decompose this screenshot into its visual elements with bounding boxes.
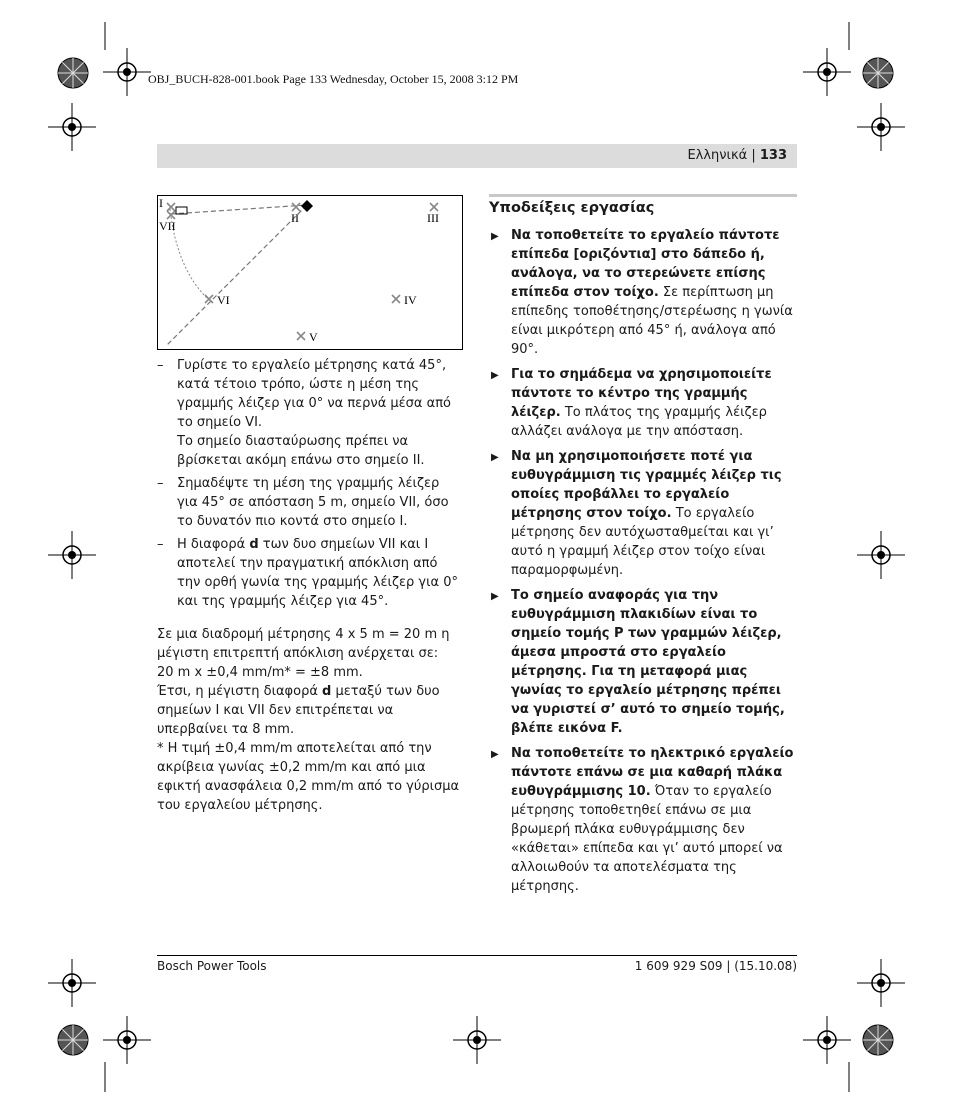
list-item-subtext: Το σημείο διασταύρωσης πρέπει να βρίσκεται ακόμη επάνω στο σημείο II. [177, 434, 425, 468]
right-column [489, 226, 797, 902]
bullet-item: ▶ Το σημείο αναφοράς για την ευθυγράμμιση πλακιδίων είναι το σημείο τομής P των γραμμών λέιζερ, άμεσα μπροστά στο εργαλείο μέτρησης. Για τη μεταφορά μιας γωνίας το εργαλείο μέτρησης πρέπει να γυριστεί σ’ αυτό το σημείο τομής, βλέπε εικόνα F. [491, 588, 785, 736]
paragraph: 20 m x ±0,4 mm/m* = ±8 mm. [157, 665, 363, 680]
label-V: V [309, 330, 318, 344]
paragraph: Έτσι, η μέγιστη διαφορά d μεταξύ των δυο σημείων I και VII δεν επιτρέπεται να υπερβαίνει τα 8 mm. [157, 684, 440, 737]
list-item-text: Η διαφορά d των δυο σημείων VII και I αποτελεί την πραγματική απόκλιση από την ορθή γωνία της γραμμής λέιζερ για 0° και της γραμμής λέιζερ για 45°. [177, 537, 458, 609]
bullet-item: ▶ Για το σημάδεμα να χρησιμοποιείτε πάντοτε το κέντρο της γραμμής λέιζερ. Το πλάτος της γραμμής λέιζερ αλλάζει ανάλογα με την απόσταση. [491, 367, 772, 439]
label-II: II [291, 211, 299, 225]
bullet-item: ▶ Να τοποθετείτε το ηλεκτρικό εργαλείο πάντοτε επάνω σε μια καθαρή πλάκα ευθυγράμμισης 10. Όταν το εργαλείο μέτρησης τοποθετηθεί επάνω σε μια βρωμερή πλάκα ευθυγράμμισης δεν «κάθεται» επίπεδα και γι’ αυτό μπορεί να αλλοιωθούν τα αποτελέσματα της μέτρησης. [491, 746, 794, 894]
section-title: Υποδείξεις εργασίας [489, 200, 655, 216]
section-rule [489, 194, 797, 197]
header-language: Ελληνικά [687, 148, 748, 163]
laser-check-figure [157, 195, 463, 350]
paragraph: Σε μια διαδρομή μέτρησης 4 x 5 m = 20 m η μέγιστη επιτρεπτή απόκλιση ανέρχεται σε: [157, 627, 450, 661]
list-item-text: Γυρίστε το εργαλείο μέτρησης κατά 45°, κατά τέτοιο τρόπο, ώστε η μέση της γραμμής λέιζερ για 0° να περνά μέσα από το σημείο VI. [177, 358, 451, 430]
list-item: – Η διαφορά d των δυο σημείων VII και I αποτελεί την πραγματική απόκλιση από την ορθή γωνία της γραμμής λέιζερ για 0° και της γραμμής λέιζερ για 45°. [157, 535, 463, 611]
list-item: – Γυρίστε το εργαλείο μέτρησης κατά 45°, κατά τέτοιο τρόπο, ώστε η μέση της γραμμής λέιζερ για 0° να περνά μέσα από το σημείο VI. Το σημείο διασταύρωσης πρέπει να βρίσκεται ακόμη επάνω στο σημείο II. [157, 356, 463, 470]
crosshair-mark-top-left [103, 48, 151, 96]
footer-rule [157, 955, 797, 956]
label-VII: VII [159, 219, 176, 233]
label-I: I [159, 196, 163, 210]
label-III: III [427, 211, 439, 225]
label-VI: VI [217, 293, 230, 307]
list-item: – Σημαδέψτε τη μέση της γραμμής λέιζερ για 45° σε απόσταση 5 m, σημείο VII, όσο το δυνατόν πιο κοντά στο σημείο I. [157, 474, 463, 531]
bullet-item: ▶ Να τοποθετείτε το εργαλείο πάντοτε επίπεδα [οριζόντια] στο δάπεδο ή, ανάλογα, να το στερεώνετε επίσης επίπεδα στον τοίχο. Σε περίπτωση μη επίπεδης τοποθέτησης/στερέωσης η γωνία είναι μικρότερη από 45° ή, ανάλογα από 90°. [491, 228, 793, 357]
bullet-triangle-icon: ▶ [491, 231, 499, 242]
print-info-line: OBJ_BUCH-828-001.book Page 133 Wednesday, October 15, 2008 3:12 PM [148, 72, 519, 86]
bullet-triangle-icon: ▶ [491, 749, 499, 760]
footer-brand: Bosch Power Tools [157, 959, 267, 973]
bullet-triangle-icon: ▶ [491, 370, 499, 381]
footnote: * Η τιμή ±0,4 mm/m αποτελείται από την ακρίβεια γωνίας ±0,2 mm/m και από μια εφικτή ανασφάλεια 0,2 mm/m από το γύρισμα του εργαλείου μέτρησης. [157, 741, 460, 813]
bullet-triangle-icon: ▶ [491, 591, 499, 602]
page-number: 133 [759, 148, 787, 163]
bullet-triangle-icon: ▶ [491, 452, 499, 463]
label-IV: IV [404, 293, 417, 307]
bullet-item: ▶ Να μη χρησιμοποιήσετε ποτέ για ευθυγράμμιση τις γραμμές λέιζερ τις οποίες προβάλλει το εργαλείο μέτρησης στον τοίχο. Το εργαλείο μέτρησης δεν αυτόχωσταθμείται και γι’ αυτό η γραμμή λέιζερ στον τοίχο είναι παραμορφωμένη. [491, 449, 782, 578]
page-header [157, 144, 797, 168]
header-separator: | [751, 148, 756, 163]
left-column [157, 356, 463, 815]
footer-doc-number: 1 609 929 S09 | (15.10.08) [634, 959, 797, 973]
list-item-text: Σημαδέψτε τη μέση της γραμμής λέιζερ για 45° σε απόσταση 5 m, σημείο VII, όσο το δυνατόν πιο κοντά στο σημείο I. [177, 476, 449, 529]
